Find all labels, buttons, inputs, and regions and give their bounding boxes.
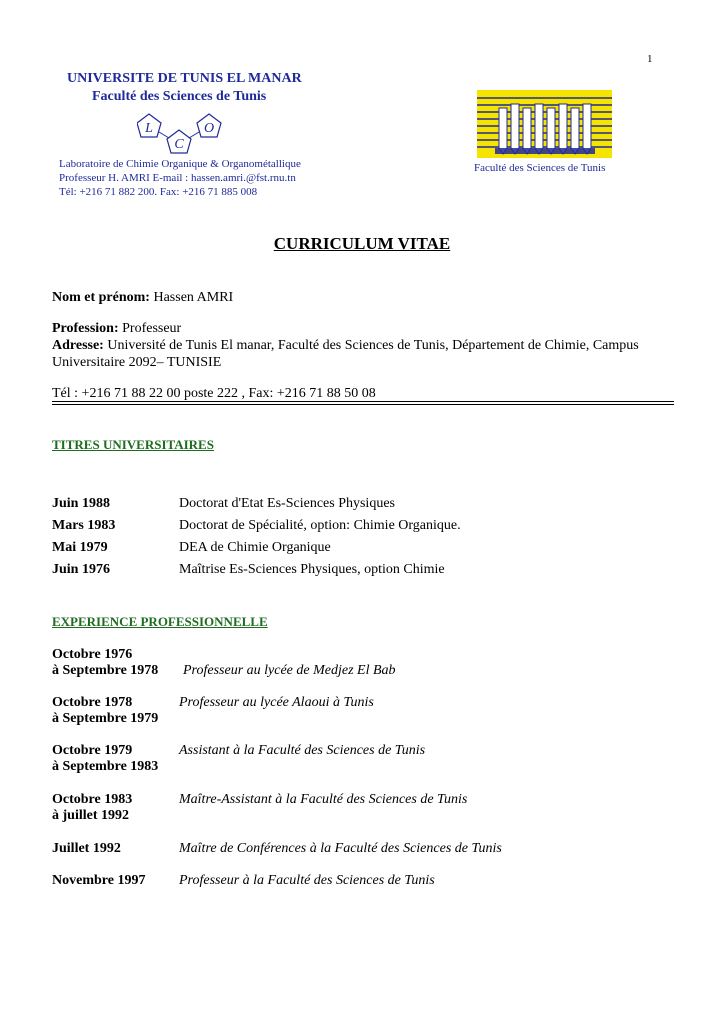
logo-letter-l: L bbox=[145, 121, 153, 136]
logo-letter-o: O bbox=[203, 121, 215, 136]
lco-lab-logo bbox=[137, 112, 231, 160]
page-number: 1 bbox=[647, 53, 653, 65]
section-heading-experience: EXPERIENCE PROFESSIONNELLE bbox=[52, 614, 268, 629]
divider-line bbox=[52, 401, 674, 402]
divider-line bbox=[52, 404, 674, 405]
logo-letter-c: C bbox=[174, 137, 184, 152]
lab-name: Laboratoire de Chimie Organique & Organométallique bbox=[59, 158, 301, 170]
section-heading-titres: TITRES UNIVERSITAIRES bbox=[52, 437, 214, 452]
address-field: Adresse: Université de Tunis El manar, Faculté des Sciences de Tunis, Département de Chimie, Campus Universitaire 2092– TUNISIE bbox=[52, 338, 639, 370]
faculty-name: Faculté des Sciences de Tunis bbox=[92, 89, 267, 104]
lab-phone: Tél: +216 71 882 200. Fax: +216 71 885 008 bbox=[59, 186, 258, 198]
faculty-logo-caption: Faculté des Sciences de Tunis bbox=[474, 162, 606, 174]
profession-field: Profession: Professeur bbox=[52, 321, 182, 336]
name-field: Nom et prénom: Hassen AMRI bbox=[52, 290, 234, 305]
document-title: CURRICULUM VITAE bbox=[273, 234, 451, 253]
lab-contact: Professeur H. AMRI E-mail : hassen.amri.@fst.rnu.tn bbox=[59, 172, 296, 184]
faculty-logo bbox=[477, 90, 612, 158]
phone-fax-field: Tél : +216 71 88 22 00 poste 222 , Fax: +216 71 88 50 08 bbox=[52, 386, 376, 401]
university-name: UNIVERSITE DE TUNIS EL MANAR bbox=[67, 71, 302, 86]
